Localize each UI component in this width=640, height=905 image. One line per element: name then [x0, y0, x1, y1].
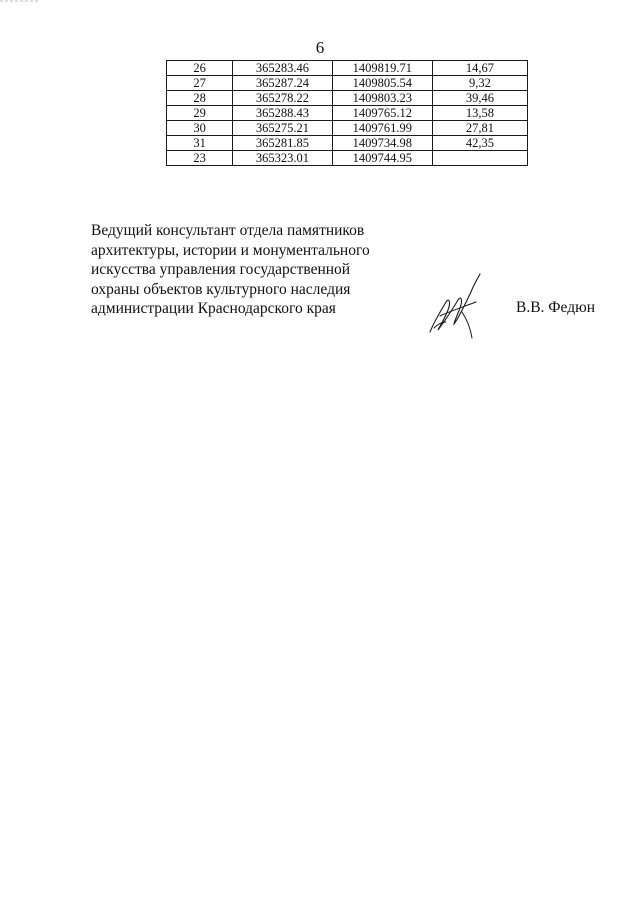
page-number: 6	[315, 38, 325, 57]
handwritten-signature	[424, 272, 492, 342]
point-number-cell: 27	[167, 76, 233, 91]
point-number-cell: 23	[167, 151, 233, 166]
distance-cell: 14,67	[432, 61, 527, 76]
point-number-cell: 28	[167, 91, 233, 106]
table-row	[167, 61, 528, 76]
point-number-cell: 26	[167, 61, 233, 76]
position-line: архитектуры, истории и монументального	[91, 241, 370, 259]
y-coordinate-cell: 1409761.99	[332, 121, 432, 136]
distance-cell: 42,35	[432, 136, 527, 151]
x-coordinate-cell: 365281.85	[233, 136, 332, 151]
y-coordinate-cell: 1409803.23	[332, 91, 432, 106]
table-row	[167, 91, 528, 106]
point-number-cell: 30	[167, 121, 233, 136]
point-number-cell: 29	[167, 106, 233, 121]
x-coordinate-cell: 365275.21	[233, 121, 332, 136]
x-coordinate-cell: 365323.01	[233, 151, 332, 166]
y-coordinate-cell: 1409734.98	[332, 136, 432, 151]
y-coordinate-cell: 1409744.95	[332, 151, 432, 166]
x-coordinate-cell: 365283.46	[233, 61, 332, 76]
x-coordinate-cell: 365287.24	[233, 76, 332, 91]
y-coordinate-cell: 1409805.54	[332, 76, 432, 91]
table-row	[167, 136, 528, 151]
table-row	[167, 76, 528, 91]
position-line: охраны объектов культурного наследия	[91, 280, 351, 298]
y-coordinate-cell: 1409765.12	[332, 106, 432, 121]
coordinates-table	[166, 60, 528, 166]
distance-cell: 39,46	[432, 91, 527, 106]
signatory-position	[91, 221, 421, 319]
scan-artifact	[0, 0, 40, 4]
table-row	[167, 151, 528, 166]
x-coordinate-cell: 365278.22	[233, 91, 332, 106]
table-row	[167, 121, 528, 136]
distance-cell: 27,81	[432, 121, 527, 136]
table-row	[167, 106, 528, 121]
signer-name: В.В. Федюн	[516, 299, 595, 316]
distance-cell: 9,32	[432, 76, 527, 91]
point-number-cell: 31	[167, 136, 233, 151]
distance-cell	[432, 151, 527, 166]
position-line: искусства управления государственной	[91, 261, 351, 278]
position-line: Ведущий консультант отдела памятников	[91, 222, 365, 239]
x-coordinate-cell: 365288.43	[233, 106, 332, 121]
distance-cell: 13,58	[432, 106, 527, 121]
y-coordinate-cell: 1409819.71	[332, 61, 432, 76]
position-line: администрации Краснодарского края	[91, 300, 336, 317]
